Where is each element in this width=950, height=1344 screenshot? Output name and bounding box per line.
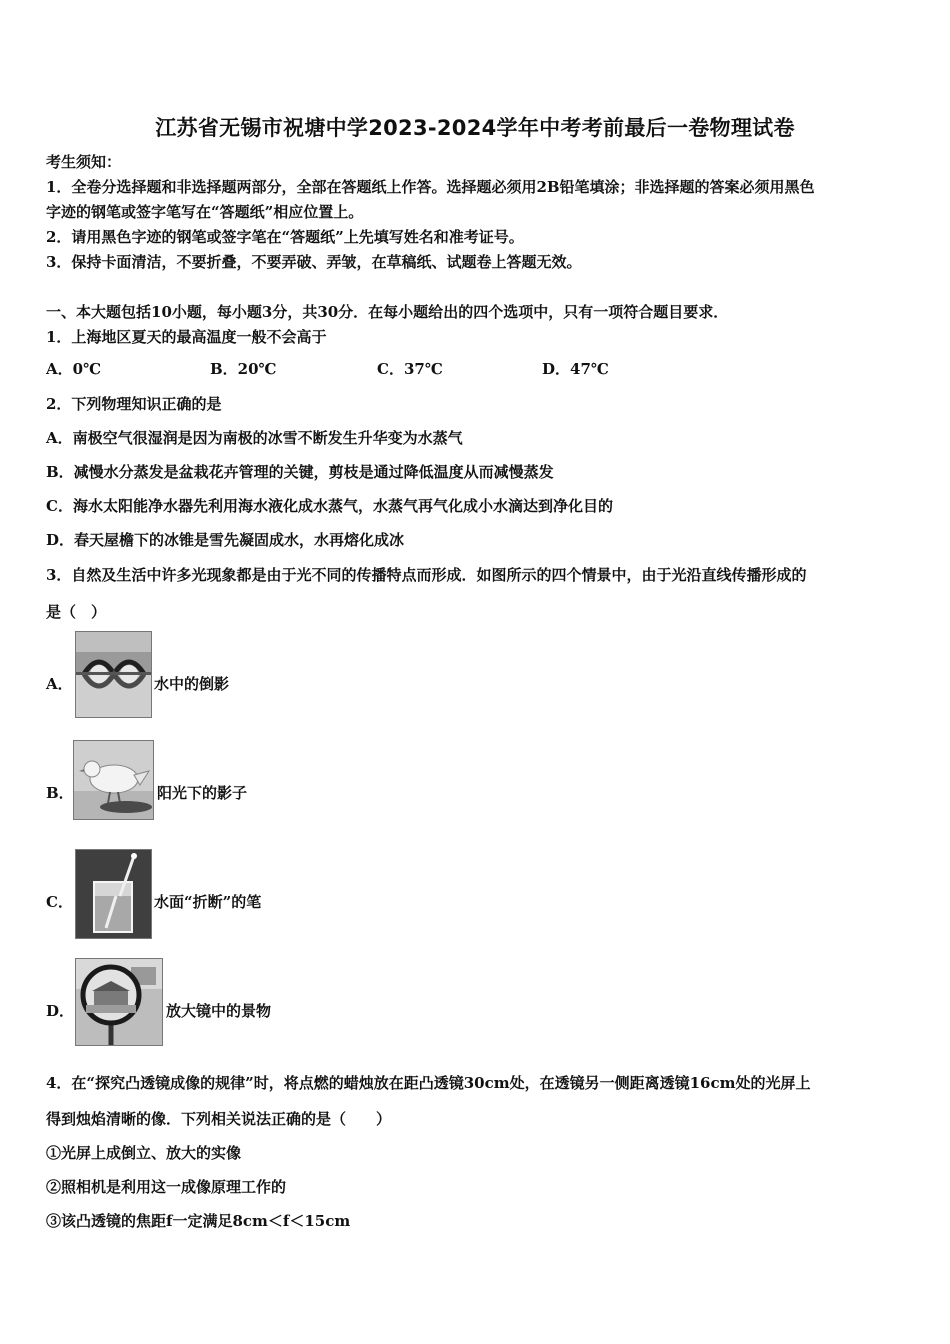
dove-shadow-photo [73,740,154,820]
notice-item: 2．请用黑色字迹的钢笔或签字笔在“答题纸”上先填写姓名和准考证号。 [46,228,524,246]
notice-heading: 考生须知： [46,153,122,171]
page-title: 江苏省无锡市祝塘中学2023-2024学年中考考前最后一卷物理试卷 [155,116,795,140]
q3-option-c-caption: 水面“折断”的笔 [154,893,262,911]
pencil-in-glass-photo [75,849,152,939]
q3-option-b-caption: 阳光下的影子 [157,784,248,802]
q2-option-b: B．减慢水分蒸发是盆栽花卉管理的关键，剪枝是通过降低温度从而减慢蒸发 [46,463,554,481]
q1-option-d: D．47℃ [542,360,609,378]
question-3-stem-cont: 是（ ） [46,603,107,621]
q1-option-c: C．37℃ [377,360,443,378]
q3-option-d-letter: D． [46,1002,75,1020]
question-1-stem: 1．上海地区夏天的最高温度一般不会高于 [46,328,327,346]
q3-option-d-caption: 放大镜中的景物 [166,1002,272,1020]
question-2-stem: 2．下列物理知识正确的是 [46,395,222,413]
q3-option-b-letter: B． [46,784,74,802]
question-4-stem-cont: 得到烛焰清晰的像．下列相关说法正确的是（ ） [46,1110,392,1128]
bridge-reflection-photo [75,631,152,718]
q1-option-a: A．0℃ [46,360,102,378]
q4-statement-3: ③该凸透镜的焦距f一定满足8cm＜f＜15cm [46,1212,351,1230]
q2-option-c: C．海水太阳能净水器先利用海水液化成水蒸气，水蒸气再气化成小水滴达到净化目的 [46,497,613,515]
q2-option-d: D．春天屋檐下的冰锥是雪先凝固成水，水再熔化成冰 [46,531,405,549]
notice-item: 1．全卷分选择题和非选择题两部分，全部在答题纸上作答。选择题必须用2B铅笔填涂；非选择题的答案必须用黑色 [46,178,815,196]
q4-statement-2: ②照相机是利用这一成像原理工作的 [46,1178,287,1196]
magnifier-photo [75,958,163,1046]
section-heading: 一、本大题包括10小题，每小题3分，共30分．在每小题给出的四个选项中，只有一项符合题目要求． [46,303,729,321]
question-4-stem: 4．在“探究凸透镜成像的规律”时，将点燃的蜡烛放在距凸透镜30cm处，在透镜另一侧距离透镜16cm处的光屏上 [46,1074,811,1092]
q3-option-c-letter: C． [46,893,73,911]
q3-option-a-caption: 水中的倒影 [154,675,230,693]
notice-item: 3．保持卡面清洁，不要折叠，不要弄破、弄皱，在草稿纸、试题卷上答题无效。 [46,253,582,271]
question-3-stem: 3．自然及生活中许多光现象都是由于光不同的传播特点而形成．如图所示的四个情景中，由于光沿直线传播形成的 [46,566,807,584]
q2-option-a: A．南极空气很湿润是因为南极的冰雪不断发生升华变为水蒸气 [46,429,463,447]
q3-option-a-letter: A． [46,675,73,693]
q1-option-b: B．20℃ [210,360,277,378]
notice-item: 字迹的钢笔或签字笔写在“答题纸”相应位置上。 [46,203,364,221]
q4-statement-1: ①光屏上成倒立、放大的实像 [46,1144,242,1162]
